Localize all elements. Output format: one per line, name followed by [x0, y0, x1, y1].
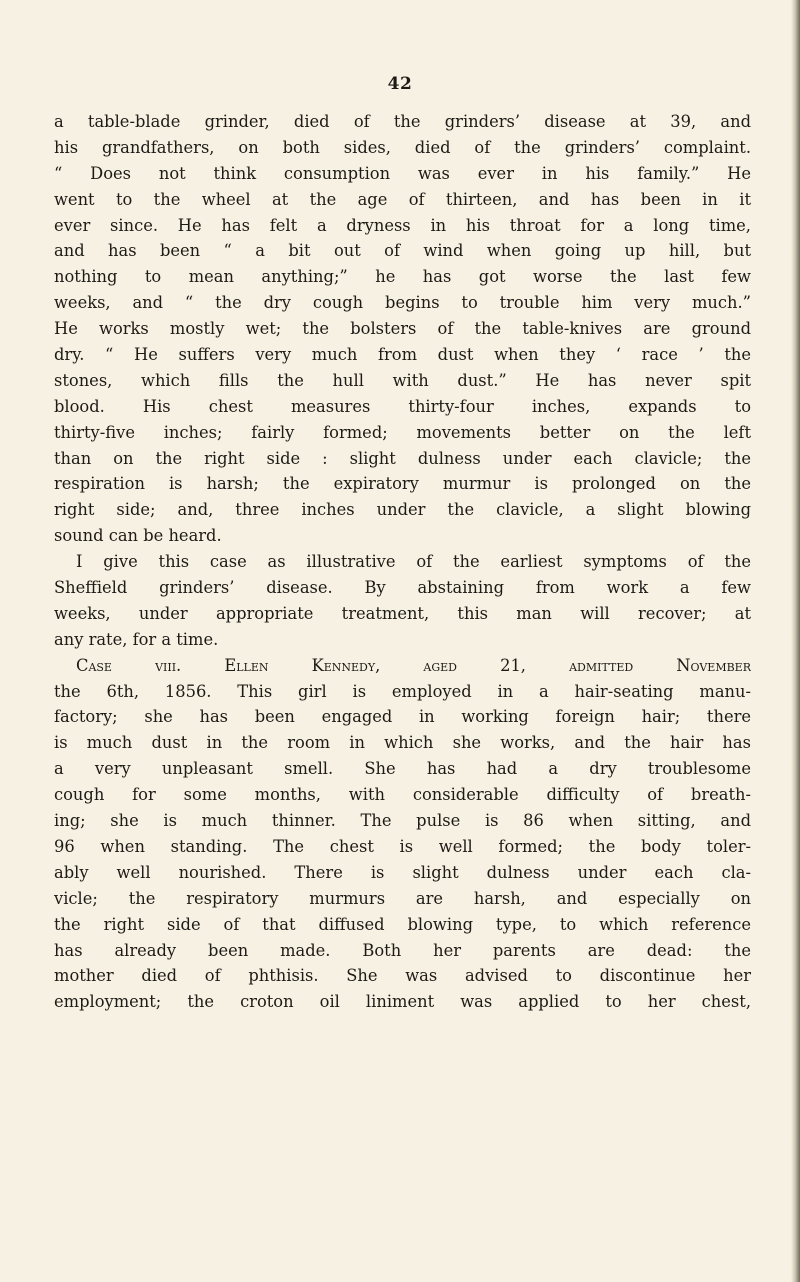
text-line: blood. His chest measures thirty-four inches, expands to	[54, 396, 751, 416]
text-line: ably well nourished. There is slight dulness under each cla-	[54, 862, 751, 882]
text-line: a table-blade grinder, died of the grinders’ disease at 39, and	[54, 112, 751, 131]
text-line: employment; the croton oil liniment was applied to her chest,	[54, 992, 751, 1012]
text-line: mother died of phthisis. She was advised to discontinue her	[54, 966, 751, 986]
page-number: 42	[387, 74, 413, 94]
text-line: stones, which fills the hull with dust.” He has never spit	[54, 370, 751, 390]
body-text	[54, 109, 751, 1015]
text-line: has already been made. Both her parents are dead: the	[54, 940, 751, 960]
text-line: 96 when standing. The chest is well formed; the body toler-	[54, 836, 751, 856]
text-line: He works mostly wet; the bolsters of the table-knives are ground	[54, 319, 751, 339]
paragraph-end-line: sound can be heard.	[54, 526, 222, 546]
text-line: weeks, under appropriate treatment, this man will recover; at	[54, 603, 751, 623]
text-line: factory; she has been engaged in working foreign hair; there	[54, 707, 751, 727]
page-edge-shadow	[791, 0, 800, 1282]
text-line: the right side of that diffused blowing type, to which reference	[54, 914, 751, 934]
text-line: the 6th, 1856. This girl is employed in a hair-seating manu-	[54, 681, 751, 701]
text-line: thirty-five inches; fairly formed; movements better on the left	[54, 422, 751, 442]
text-line: than on the right side : slight dulness under each clavicle; the	[54, 448, 751, 468]
text-line: ever since. He has felt a dryness in his throat for a long time,	[54, 215, 751, 235]
paragraph-end-line: any rate, for a time.	[54, 629, 219, 649]
text-line: and has been “ a bit out of wind when going up hill, but	[54, 241, 751, 261]
text-line: weeks, and “ the dry cough begins to trouble him very much.”	[54, 293, 751, 313]
text-line: “ Does not think consumption was ever in his family.” He	[54, 163, 751, 183]
text-line: right side; and, three inches under the clavicle, a slight blowing	[54, 500, 751, 520]
text-line: is much dust in the room in which she works, and the hair has	[54, 733, 751, 753]
case-heading-line: Case viii. Ellen Kennedy, aged 21, admitted November	[76, 655, 751, 675]
text-line: vicle; the respiratory murmurs are harsh, and especially on	[54, 888, 751, 908]
text-line: ing; she is much thinner. The pulse is 86 when sitting, and	[54, 811, 751, 831]
text-line: dry. “ He suffers very much from dust when they ‘ race ’ the	[54, 345, 751, 365]
text-line: respiration is harsh; the expiratory murmur is prolonged on the	[54, 474, 751, 494]
text-line: nothing to mean anything;” he has got worse the last few	[54, 267, 751, 287]
text-line: a very unpleasant smell. She has had a dry troublesome	[54, 759, 751, 779]
text-line: his grandfathers, on both sides, died of the grinders’ complaint.	[54, 137, 751, 157]
text-line: cough for some months, with considerable difficulty of breath-	[54, 785, 751, 805]
paragraph-first-line: I give this case as illustrative of the earliest symptoms of the	[76, 552, 751, 572]
text-line: Sheffield grinders’ disease. By abstaining from work a few	[54, 578, 751, 598]
text-line: went to the wheel at the age of thirteen, and has been in it	[54, 189, 751, 209]
